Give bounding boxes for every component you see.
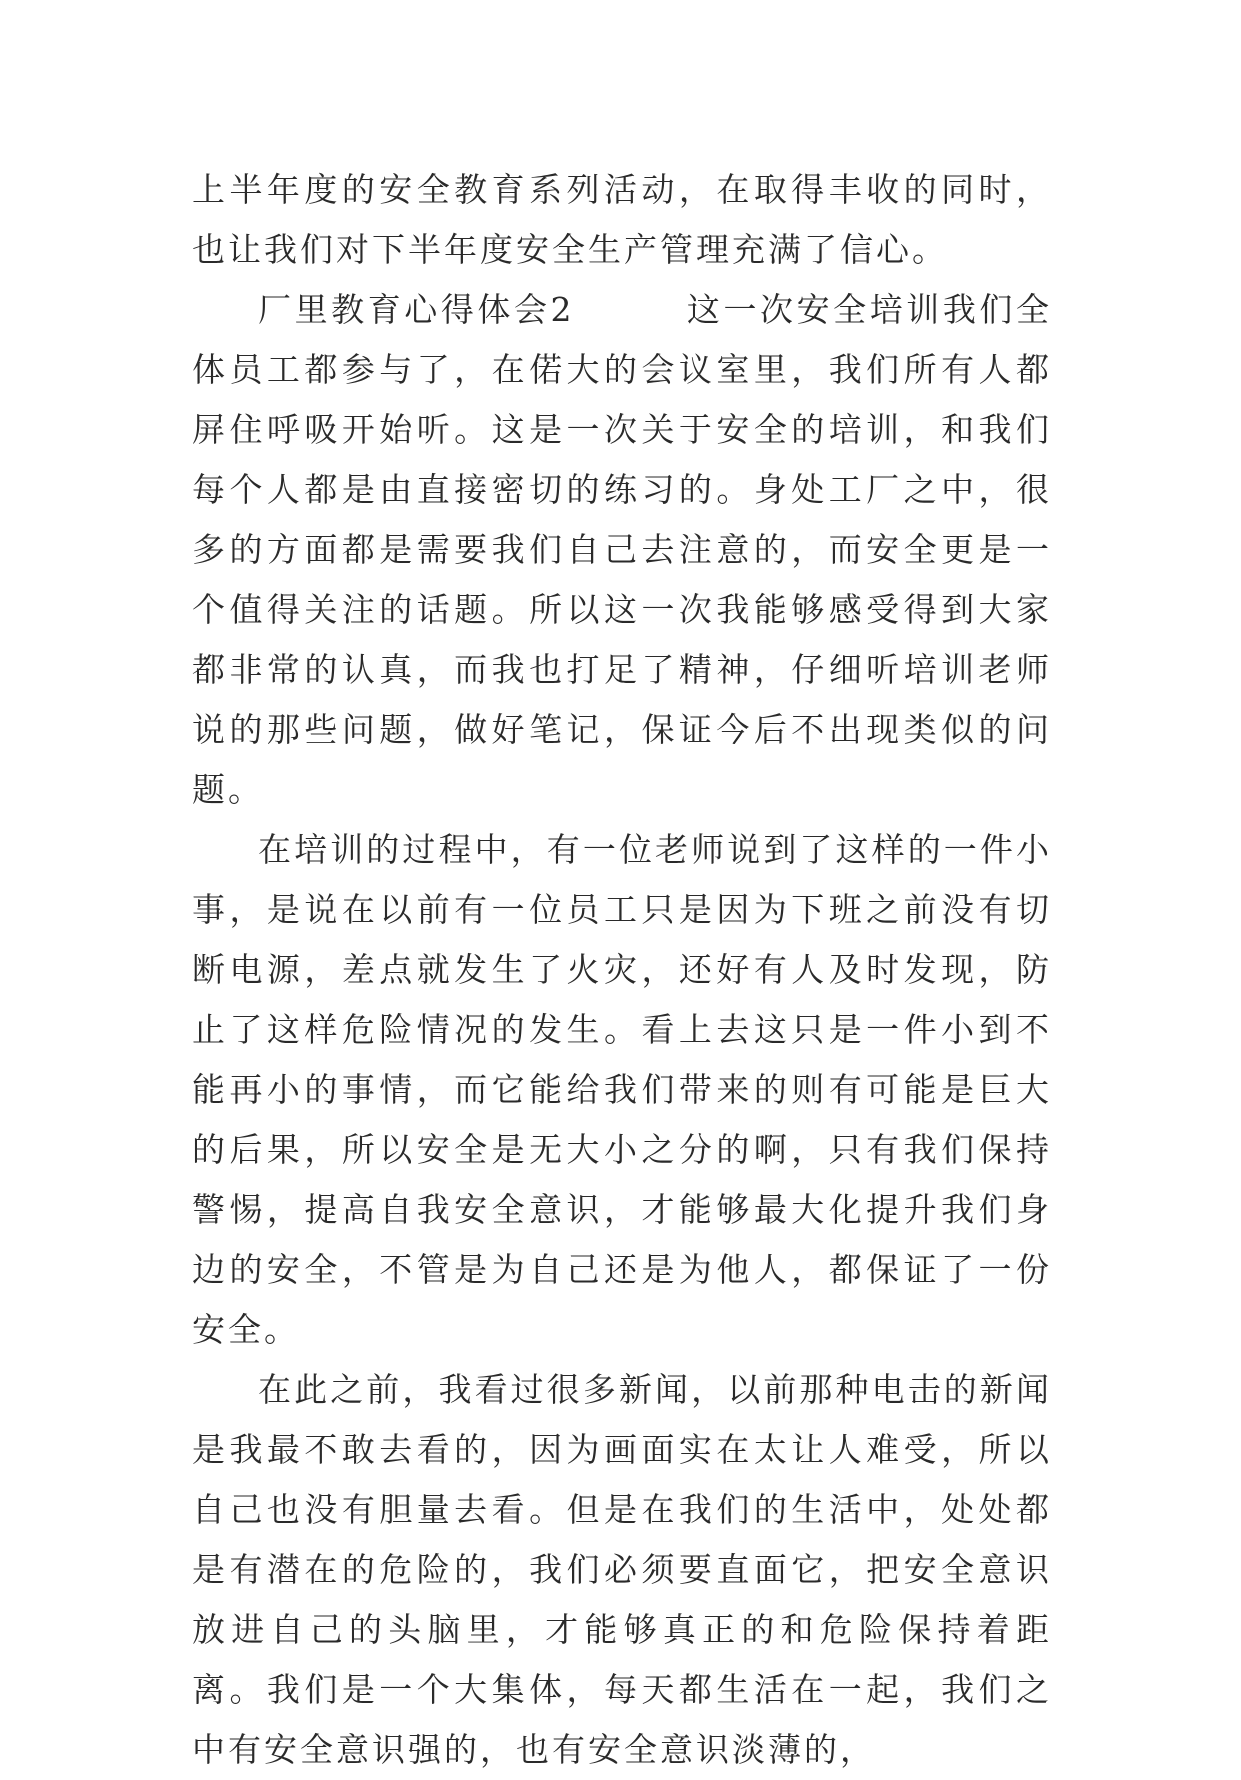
paragraph-1: 上半年度的安全教育系列活动，在取得丰收的同时，也让我们对下半年度安全生产管理充满了信心。 (192, 170, 1052, 269)
paragraph-4: 在此之前，我看过很多新闻，以前那种电击的新闻是我最不敢去看的，因为画面实在太让人难受，所以自己也没有胆量去看。但是在我们的生活中，处处都是有潜在的危险的，我们必须要直面它，把安全意识放进自己的头脑里，才能够真正的和危险保持着距离。我们是一个大集体，每天都生活在一起，我们之中有安全意识强的，也有安全意识淡薄的， (192, 1370, 1052, 1769)
document-body (192, 160, 1052, 1780)
paragraph-3: 在培训的过程中，有一位老师说到了这样的一件小事，是说在以前有一位员工只是因为下班之前没有切断电源，差点就发生了火灾，还好有人及时发现，防止了这样危险情况的发生。看上去这只是一件小到不能再小的事情，而它能给我们带来的则有可能是巨大的后果，所以安全是无大小之分的啊，只有我们保持警惕，提高自我安全意识，才能够最大化提升我们身边的安全，不管是为自己还是为他人，都保证了一份安全。 (192, 830, 1052, 1349)
paragraph-2: 厂里教育心得体会2 这一次安全培训我们全体员工都参与了，在偌大的会议室里，我们所有人都屏住呼吸开始听。这是一次关于安全的培训，和我们每个人都是由直接密切的练习的。身处工厂之中，很多的方面都是需要我们自己去注意的，而安全更是一个值得关注的话题。所以这一次我能够感受得到大家都非常的认真，而我也打足了精神，仔细听培训老师说的那些问题，做好笔记，保证今后不出现类似的问题。 (192, 290, 1052, 809)
